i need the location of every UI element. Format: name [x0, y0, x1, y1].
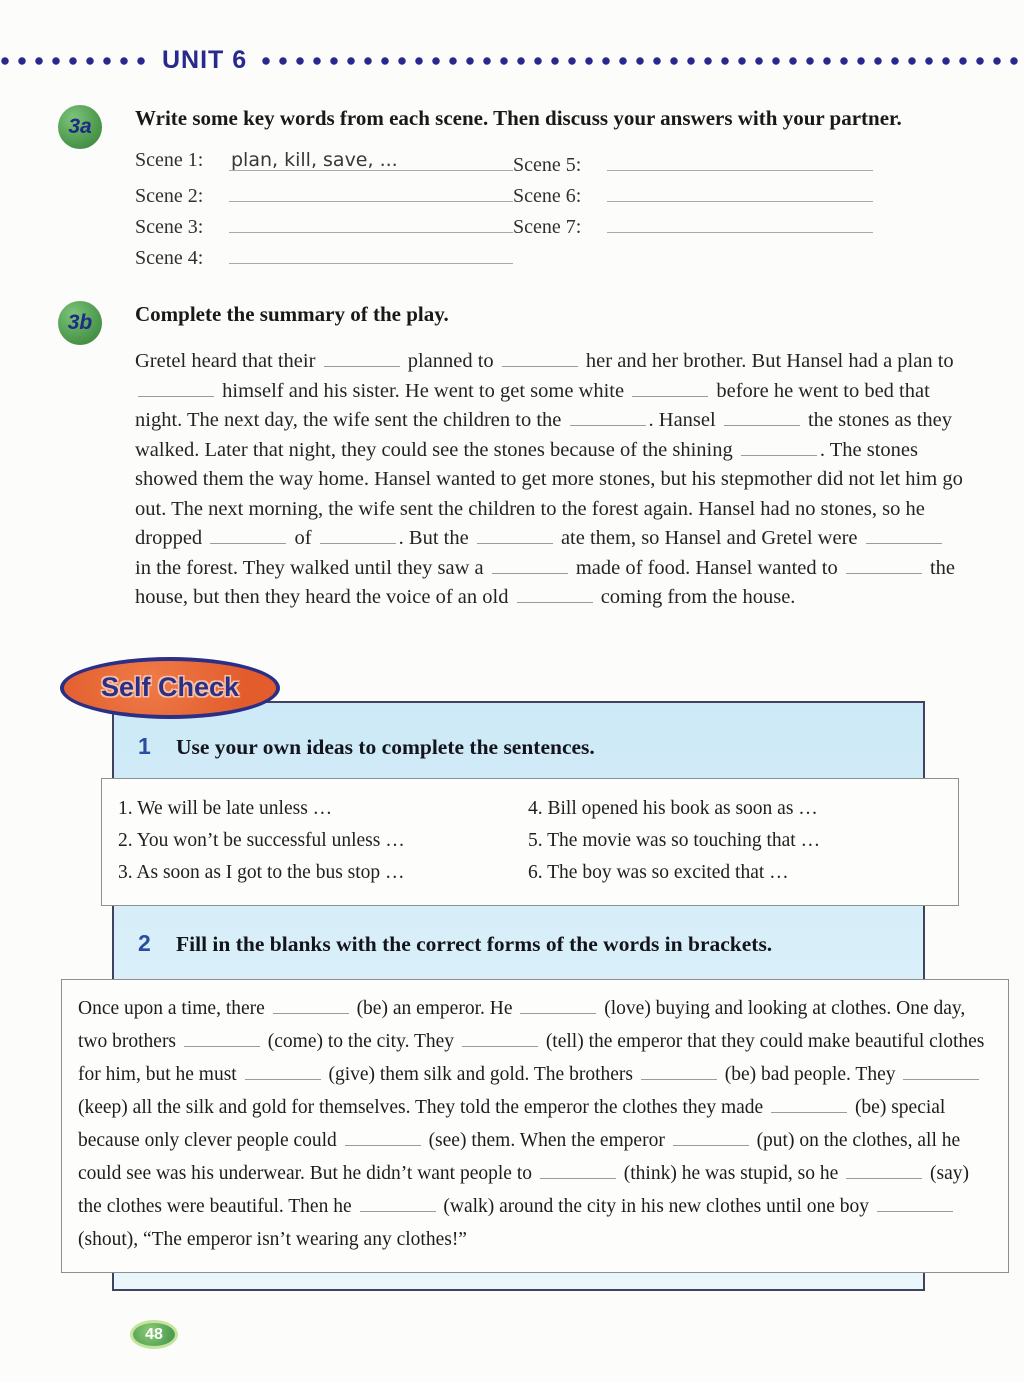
blank-line	[477, 529, 553, 544]
blank-line	[245, 1066, 321, 1080]
blank-line	[345, 1132, 421, 1146]
sentence-item: 5. The movie was so touching that …	[528, 829, 821, 851]
blank-line	[492, 559, 568, 574]
unit-title: UNIT 6	[162, 46, 248, 74]
blank-line	[632, 382, 708, 397]
blank-line	[320, 529, 396, 544]
blank-line	[502, 352, 578, 367]
summary-paragraph: Gretel heard that their planned to her and her brother. But Hansel had a plan to himself and his sister. He went to get some white before he went to bed that night. The next day, the wife sent the children to the . Hansel the stones as they walked. Later that night, they could see the stones because of the shining . The stones showed them the way home. Hansel wanted to get more stones, but his stepmother did not let him go out. The next morning, the wife sent the children to the forest again. Hansel had no stones, so he dropped of . But the ate them, so Hansel and Gretel were in the forest. They walked until they saw a made of food. Hansel wanted to the house, but then they heard the voice of an old coming from the house.	[135, 350, 963, 608]
self-check-ex1-heading	[114, 703, 923, 774]
scene-answer-line	[229, 180, 513, 202]
blank-line	[520, 1000, 596, 1014]
scene-label: Scene 1:	[135, 149, 204, 171]
blank-line	[517, 588, 593, 603]
scene-row	[513, 149, 873, 180]
page-number-badge: 48	[130, 1320, 178, 1349]
dotted-divider-left	[0, 56, 148, 66]
self-check-badge: Self Check	[60, 657, 280, 719]
blank-line	[324, 352, 400, 367]
scene-list	[135, 149, 964, 273]
exercise-1-instruction: Use your own ideas to complete the sentences.	[176, 734, 595, 759]
scene-label: Scene 3:	[135, 216, 204, 238]
scene-label: Scene 5:	[513, 154, 582, 176]
scene-answer-line	[607, 211, 873, 233]
exercise-3a-instruction: Write some key words from each scene. Then discuss your answers with your partner.	[135, 106, 902, 130]
story-paragraph: Once upon a time, there (be) an emperor. He (love) buying and looking at clothes. One day, two brothers (come) to the city. They (tell) the emperor that they could make beautiful clothes for him, but he must (give) them silk and gold. The brothers (be) bad people. They (keep) all the silk and gold for themselves. They told the emperor the clothes they made (be) special because only clever people could (see) them. When the emperor (put) on the clothes, all he could see was his underwear. But he didn’t want people to (think) he was stupid, so he (say) the clothes were beautiful. Then he (walk) around the city in his new clothes until one boy (shout), “The emperor isn’t wearing any clothes!”	[78, 997, 985, 1250]
exercise-2-number: 2	[138, 929, 151, 956]
scene-answer-line	[229, 211, 513, 233]
sentence-item: 2. You won’t be successful unless …	[118, 829, 405, 851]
exercise-1-number: 1	[138, 732, 151, 759]
sentence-item: 1. We will be late unless …	[118, 797, 333, 819]
blank-line	[570, 411, 646, 426]
scene-row	[513, 211, 873, 242]
sentences-box	[101, 778, 959, 906]
scene-row	[135, 242, 513, 273]
exercise-2-instruction: Fill in the blanks with the correct forms of the words in brackets.	[176, 931, 773, 956]
blank-line	[846, 559, 922, 574]
blank-line	[724, 411, 800, 426]
self-check-ex2-heading	[114, 912, 923, 971]
blank-line	[877, 1198, 953, 1212]
blank-line	[866, 529, 942, 544]
story-box	[61, 979, 1009, 1273]
blank-line	[184, 1033, 260, 1047]
scene-answer-line	[607, 149, 873, 171]
unit-header	[0, 0, 1024, 75]
scene-row	[135, 211, 513, 242]
self-check-section	[0, 657, 1024, 1291]
blank-line	[903, 1066, 979, 1080]
scene-label: Scene 2:	[135, 185, 204, 207]
blank-line	[771, 1099, 847, 1113]
sentence-item: 4. Bill opened his book as soon as …	[528, 797, 818, 819]
sentence-item: 3. As soon as I got to the bus stop …	[118, 861, 405, 883]
exercise-3b	[0, 299, 1024, 613]
exercise-3b-badge: 3b	[58, 301, 102, 345]
exercise-3a-badge: 3a	[58, 105, 102, 149]
blank-line	[273, 1000, 349, 1014]
blank-line	[641, 1066, 717, 1080]
scene-answer-line	[607, 180, 873, 202]
sentence-item: 6. The boy was so excited that …	[528, 861, 789, 883]
scene-row	[513, 180, 873, 211]
scene-label: Scene 4:	[135, 247, 204, 269]
scene-row	[135, 149, 513, 180]
scene-answer-line	[229, 242, 513, 264]
blank-line	[846, 1165, 922, 1179]
scene-row	[135, 180, 513, 211]
dotted-divider-right	[261, 56, 1024, 66]
blank-line	[138, 382, 214, 397]
exercise-3b-instruction: Complete the summary of the play.	[135, 302, 449, 326]
self-check-panel	[78, 701, 985, 1291]
blank-line	[462, 1033, 538, 1047]
scene-label: Scene 6:	[513, 185, 582, 207]
scene-answer-line: plan, kill, save, ...	[229, 149, 513, 171]
scene-label: Scene 7:	[513, 216, 582, 238]
blank-line	[673, 1132, 749, 1146]
blank-line	[741, 441, 817, 456]
exercise-3a	[0, 103, 1024, 273]
blank-line	[540, 1165, 616, 1179]
blank-line	[210, 529, 286, 544]
blank-line	[360, 1198, 436, 1212]
